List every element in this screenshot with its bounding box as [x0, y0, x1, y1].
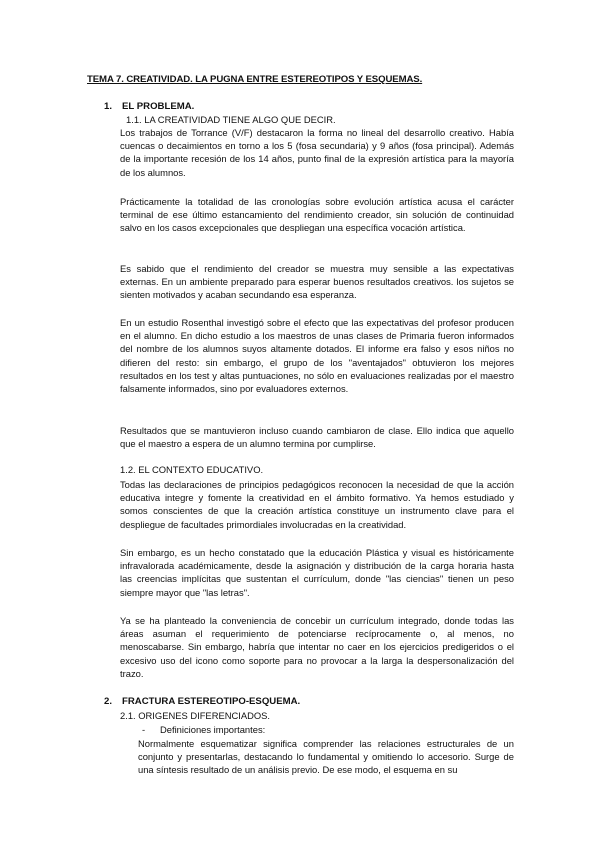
paragraph-declaraciones: Todas las declaraciones de principios pedagógicos reconocen la necesidad de que la acción educativa integre y fomente la creatividad en el ámbito formativo. Ya hemos estudiado y somos conscientes de que la creación artística constituye un instrumento clave para el despliegue de facultades primordiales involucradas en la creatividad. — [120, 479, 514, 530]
section-heading-1 — [104, 101, 194, 112]
paragraph-cronologias: Prácticamente la totalidad de las cronologías sobre evolución artística acusa el carácter terminal de ese último estancamiento del rendimiento creador, sin solución de continuidad salvo en los casos excepcionales que despliegan una específica vocación artística. — [120, 196, 514, 234]
paragraph-sin-embargo: Sin embargo, es un hecho constatado que la educación Plástica y visual es históricamente infravalorada académicamente, desde la asignación y distribución de la carga horaria hasta las creencias implícitas que sustentan el currículum, donde "las ciencias" tienen un peso siempre mayor que "las letras". — [120, 547, 514, 598]
paragraph-resultados: Resultados que se mantuvieron incluso cuando cambiaron de clase. Ello indica que aquello que el maestro a espera de un alumno termina por cumplirse. — [120, 425, 514, 450]
bullet-label: Definiciones importantes: — [160, 724, 266, 735]
section-heading-2 — [104, 696, 300, 707]
bullet-item — [142, 724, 265, 735]
paragraph-rosenthal: En un estudio Rosenthal investigó sobre el efecto que las expectativas del profesor producen en el alumno. En dicho estudio a los maestros de unas clases de Primaria fueron informados del nombre de los alumnos suyos altamente dotados. El informe era falso y esos niños no difieren del resto: sin embargo, el grupo de los "aventajados" obtuvieron los mejores resultados en los test y altas puntuaciones, no sólo en evaluaciones realizadas por el maestro falsamente informados, sino por evaluadores externos. — [120, 317, 514, 395]
subsection-heading-1-1: 1.1. LA CREATIVIDAD TIENE ALGO QUE DECIR. — [126, 114, 336, 125]
paragraph-expectativas: Es sabido que el rendimiento del creador se muestra muy sensible a las expectativas externas. En un ambiente preparado para esperar buenos resultados creativos. los sujetos se sienten motivados y acaban secundando esa esperanza. — [120, 263, 514, 301]
subsection-heading-1-2: 1.2. EL CONTEXTO EDUCATIVO. — [120, 464, 264, 475]
section-label: FRACTURA ESTEREOTIPO-ESQUEMA. — [122, 696, 301, 707]
document-title: TEMA 7. CREATIVIDAD. LA PUGNA ENTRE ESTEREOTIPOS Y ESQUEMAS. — [87, 74, 423, 85]
paragraph-esquematizar: Normalmente esquematizar significa comprender las relaciones estructurales de un conjunto y presentarlas, destacando lo fundamental y omitiendo lo accesorio. Surge de una síntesis resultado de un análisis previo. De ese modo, el esquema en su — [138, 738, 514, 776]
subsection-heading-2-1: 2.1. ORIGENES DIFERENCIADOS. — [120, 710, 271, 721]
bullet-dash: - — [142, 724, 146, 735]
section-label: EL PROBLEMA. — [122, 101, 195, 112]
paragraph-torrance: Los trabajos de Torrance (V/F) destacaron la forma no lineal del desarrollo creativo. Había cuencas o decaimientos en torno a los 5 (fosa secundaria) y 9 años (fosa principal). Además de la importante recesión de los 14 años, punto final de la expresión artística para la mayoría de los alumnos. — [120, 127, 514, 178]
section-number: 2. — [104, 696, 113, 707]
section-number: 1. — [104, 101, 113, 112]
paragraph-curriculum: Ya se ha planteado la conveniencia de concebir un currículum integrado, donde todas las áreas asuman el requerimiento de potenciarse recíprocamente o, al menos, no menoscabarse. Sin embargo, habría que intentar no caer en los ejercicios predigeridos o el excesivo uso del icono como soporte para no provocar a la larga la despersonalización del trazo. — [120, 615, 514, 679]
